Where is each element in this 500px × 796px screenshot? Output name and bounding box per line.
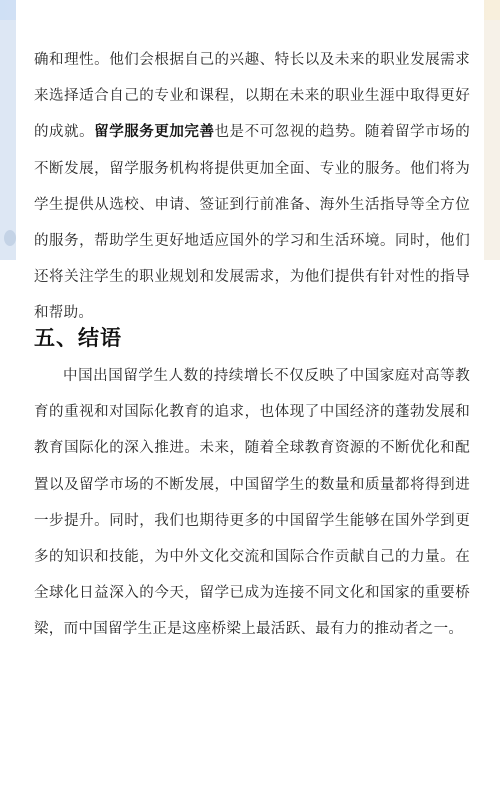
left-edge-spot xyxy=(4,230,16,246)
paragraph-bold-phrase: 留学服务更加完善 xyxy=(94,124,215,141)
section-heading-conclusion: 五、结语 xyxy=(34,326,122,350)
paragraph-conclusion: 中国出国留学生人数的持续增长不仅反映了中国家庭对高等教育的重视和对国际化教育的追求，也体现了中国经济的蓬勃发展和教育国际化的深入推进。未来，随着全球教育资源的不断优化和配置以及留学市场的不断发展，中国留学生的数量和质量都将得到进一步提升。同时，我们也期待更多的中国留学生能够在国外学到更多的知识和技能，为中外文化交流和国际合作贡献自己的力量。在全球化日益深入的今天，留学已成为连接不同文化和国家的重要桥梁，而中国留学生正是这座桥梁上最活跃、最有力的推动者之一。 xyxy=(34,368,470,638)
paragraph-rest-text: 也是不可忽视的趋势。随着留学市场的不断发展，留学服务机构将提供更加全面、专业的服务。他们将为学生提供从选校、申请、签证到行前准备、海外生活指导等全方位的服务，帮助学生更好地适应国外的学习和生活环境。同时，他们还将关注学生的职业规划和发展需求，为他们提供有针对性的指导和帮助。 xyxy=(34,124,470,322)
paragraph-study-services xyxy=(34,42,470,332)
paragraph-lead-text: 确和理性。他们会根据自己的兴趣、特长以及未来的职业发展需求来选择适合自己的专业和课程，以期在未来的职业生涯中取得更好的成就。 xyxy=(34,52,470,141)
right-edge-tint xyxy=(484,20,500,260)
left-edge-tint xyxy=(0,20,16,260)
